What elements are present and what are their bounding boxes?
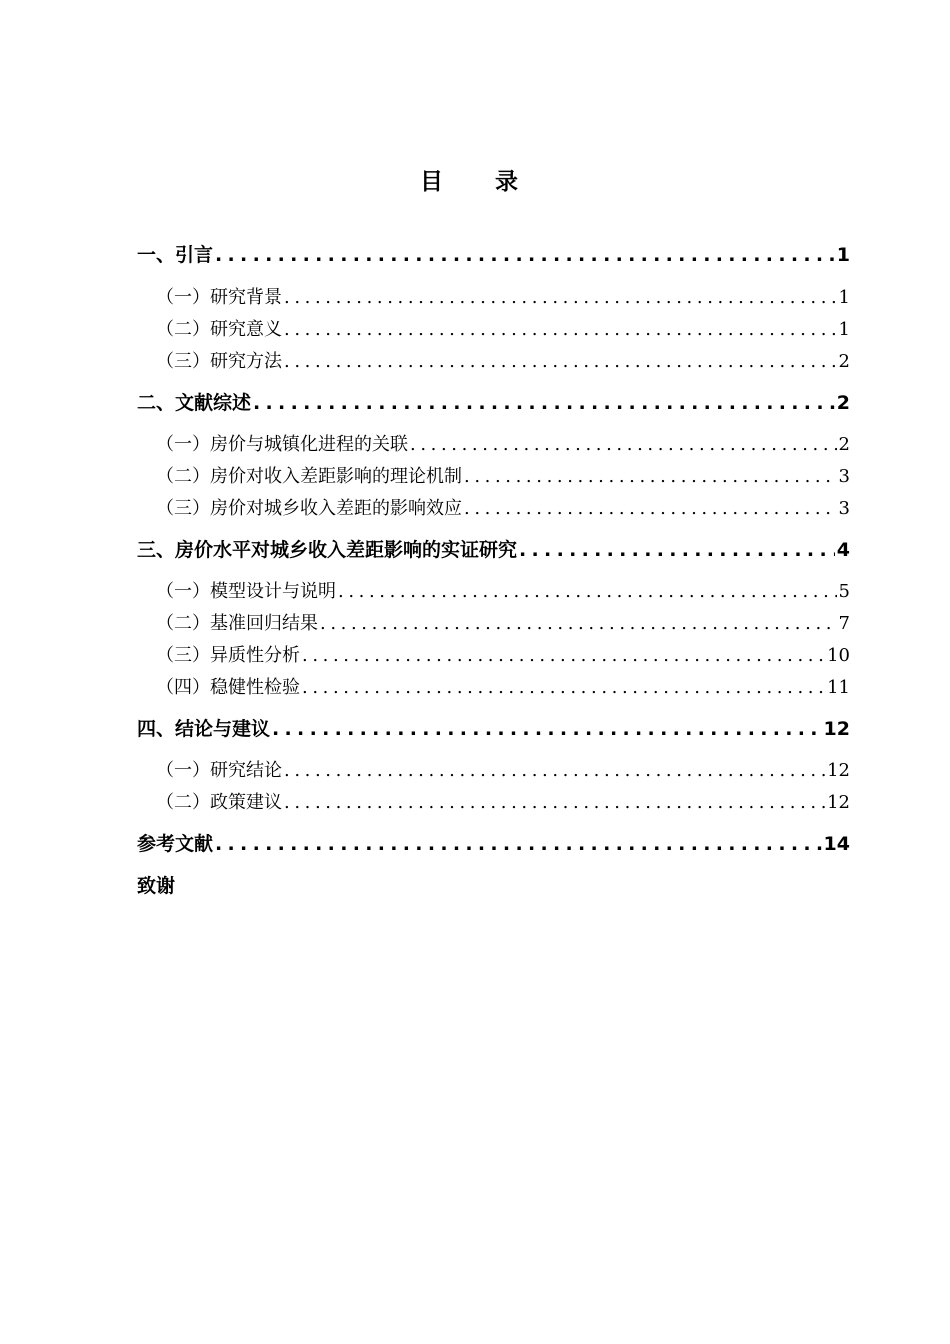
toc-entry[interactable] bbox=[156, 283, 850, 311]
toc-entry-label: 三、房价水平对城乡收入差距影响的实证研究 bbox=[137, 539, 518, 561]
toc-entry-page: 3 bbox=[838, 498, 850, 519]
toc-entry[interactable] bbox=[137, 714, 850, 742]
toc-entry-page: 2 bbox=[838, 434, 850, 455]
dot-leader bbox=[284, 287, 837, 308]
toc-entry-label: （二）房价对收入差距影响的理论机制 bbox=[156, 466, 462, 487]
dot-leader bbox=[284, 351, 837, 372]
toc-entry-label: 一、引言 bbox=[137, 244, 214, 266]
toc-entry-label: （四）稳健性检验 bbox=[156, 677, 300, 698]
toc-entry-page: 12 bbox=[827, 760, 850, 781]
toc-entry[interactable] bbox=[156, 788, 850, 816]
dot-leader bbox=[284, 760, 825, 781]
dot-leader bbox=[272, 718, 822, 740]
toc-entry-label: 致谢 bbox=[137, 875, 176, 897]
toc-title: 目录 bbox=[420, 169, 570, 195]
toc-entry-page: 1 bbox=[838, 287, 850, 308]
toc-entry-page: 2 bbox=[838, 351, 850, 372]
toc-entry[interactable] bbox=[156, 462, 850, 490]
toc-entry-page: 10 bbox=[827, 645, 850, 666]
dot-leader bbox=[519, 539, 835, 561]
toc-entry[interactable] bbox=[156, 315, 850, 343]
toc-entry-label: （一）模型设计与说明 bbox=[156, 581, 336, 602]
toc-entry-label: 参考文献 bbox=[137, 833, 214, 855]
toc-entry-page: 4 bbox=[836, 539, 850, 561]
dot-leader bbox=[215, 244, 835, 266]
toc-entry-label: （二）基准回归结果 bbox=[156, 613, 318, 634]
toc-entry[interactable] bbox=[137, 535, 850, 563]
toc-entry[interactable] bbox=[156, 430, 850, 458]
toc-entry-page: 11 bbox=[827, 677, 850, 698]
toc-entry[interactable] bbox=[156, 641, 850, 669]
toc-entry-page: 7 bbox=[838, 613, 850, 634]
toc-entry-label: （三）房价对城乡收入差距的影响效应 bbox=[156, 498, 462, 519]
toc-entry[interactable] bbox=[156, 494, 850, 522]
toc-entry-page: 1 bbox=[838, 319, 850, 340]
toc-entry-page: 2 bbox=[836, 392, 850, 414]
dot-leader bbox=[302, 677, 825, 698]
toc-entry[interactable] bbox=[137, 240, 850, 268]
toc-entry-label: 二、文献综述 bbox=[137, 392, 252, 414]
toc-entry[interactable] bbox=[156, 756, 850, 784]
toc-entry[interactable] bbox=[137, 871, 850, 899]
dot-leader bbox=[320, 613, 837, 634]
toc-entry-page: 5 bbox=[838, 581, 850, 602]
toc-entry-page: 3 bbox=[838, 466, 850, 487]
dot-leader bbox=[302, 645, 825, 666]
dot-leader bbox=[284, 319, 837, 340]
toc-entry[interactable] bbox=[156, 609, 850, 637]
toc-entry-label: （一）研究背景 bbox=[156, 287, 282, 308]
toc-entry-label: 四、结论与建议 bbox=[137, 718, 271, 740]
toc-entry-label: （二）研究意义 bbox=[156, 319, 282, 340]
dot-leader bbox=[284, 792, 825, 813]
dot-leader bbox=[410, 434, 837, 455]
dot-leader bbox=[464, 498, 837, 519]
toc-entry-page: 12 bbox=[827, 792, 850, 813]
toc-entry[interactable] bbox=[156, 673, 850, 701]
dot-leader bbox=[338, 581, 837, 602]
dot-leader bbox=[253, 392, 835, 414]
toc-entry-label: （三）研究方法 bbox=[156, 351, 282, 372]
dot-leader bbox=[215, 833, 822, 855]
toc-entry-label: （一）研究结论 bbox=[156, 760, 282, 781]
toc-entry-page: 14 bbox=[823, 833, 850, 855]
toc-entry-label: （三）异质性分析 bbox=[156, 645, 300, 666]
dot-leader bbox=[464, 466, 837, 487]
toc-entry-page: 1 bbox=[836, 244, 850, 266]
toc-entry[interactable] bbox=[137, 388, 850, 416]
toc-entry-label: （二）政策建议 bbox=[156, 792, 282, 813]
toc-entry[interactable] bbox=[156, 577, 850, 605]
toc-entry-label: （一）房价与城镇化进程的关联 bbox=[156, 434, 408, 455]
toc-entry[interactable] bbox=[137, 829, 850, 857]
toc-entry[interactable] bbox=[156, 347, 850, 375]
toc-entry-page: 12 bbox=[823, 718, 850, 740]
